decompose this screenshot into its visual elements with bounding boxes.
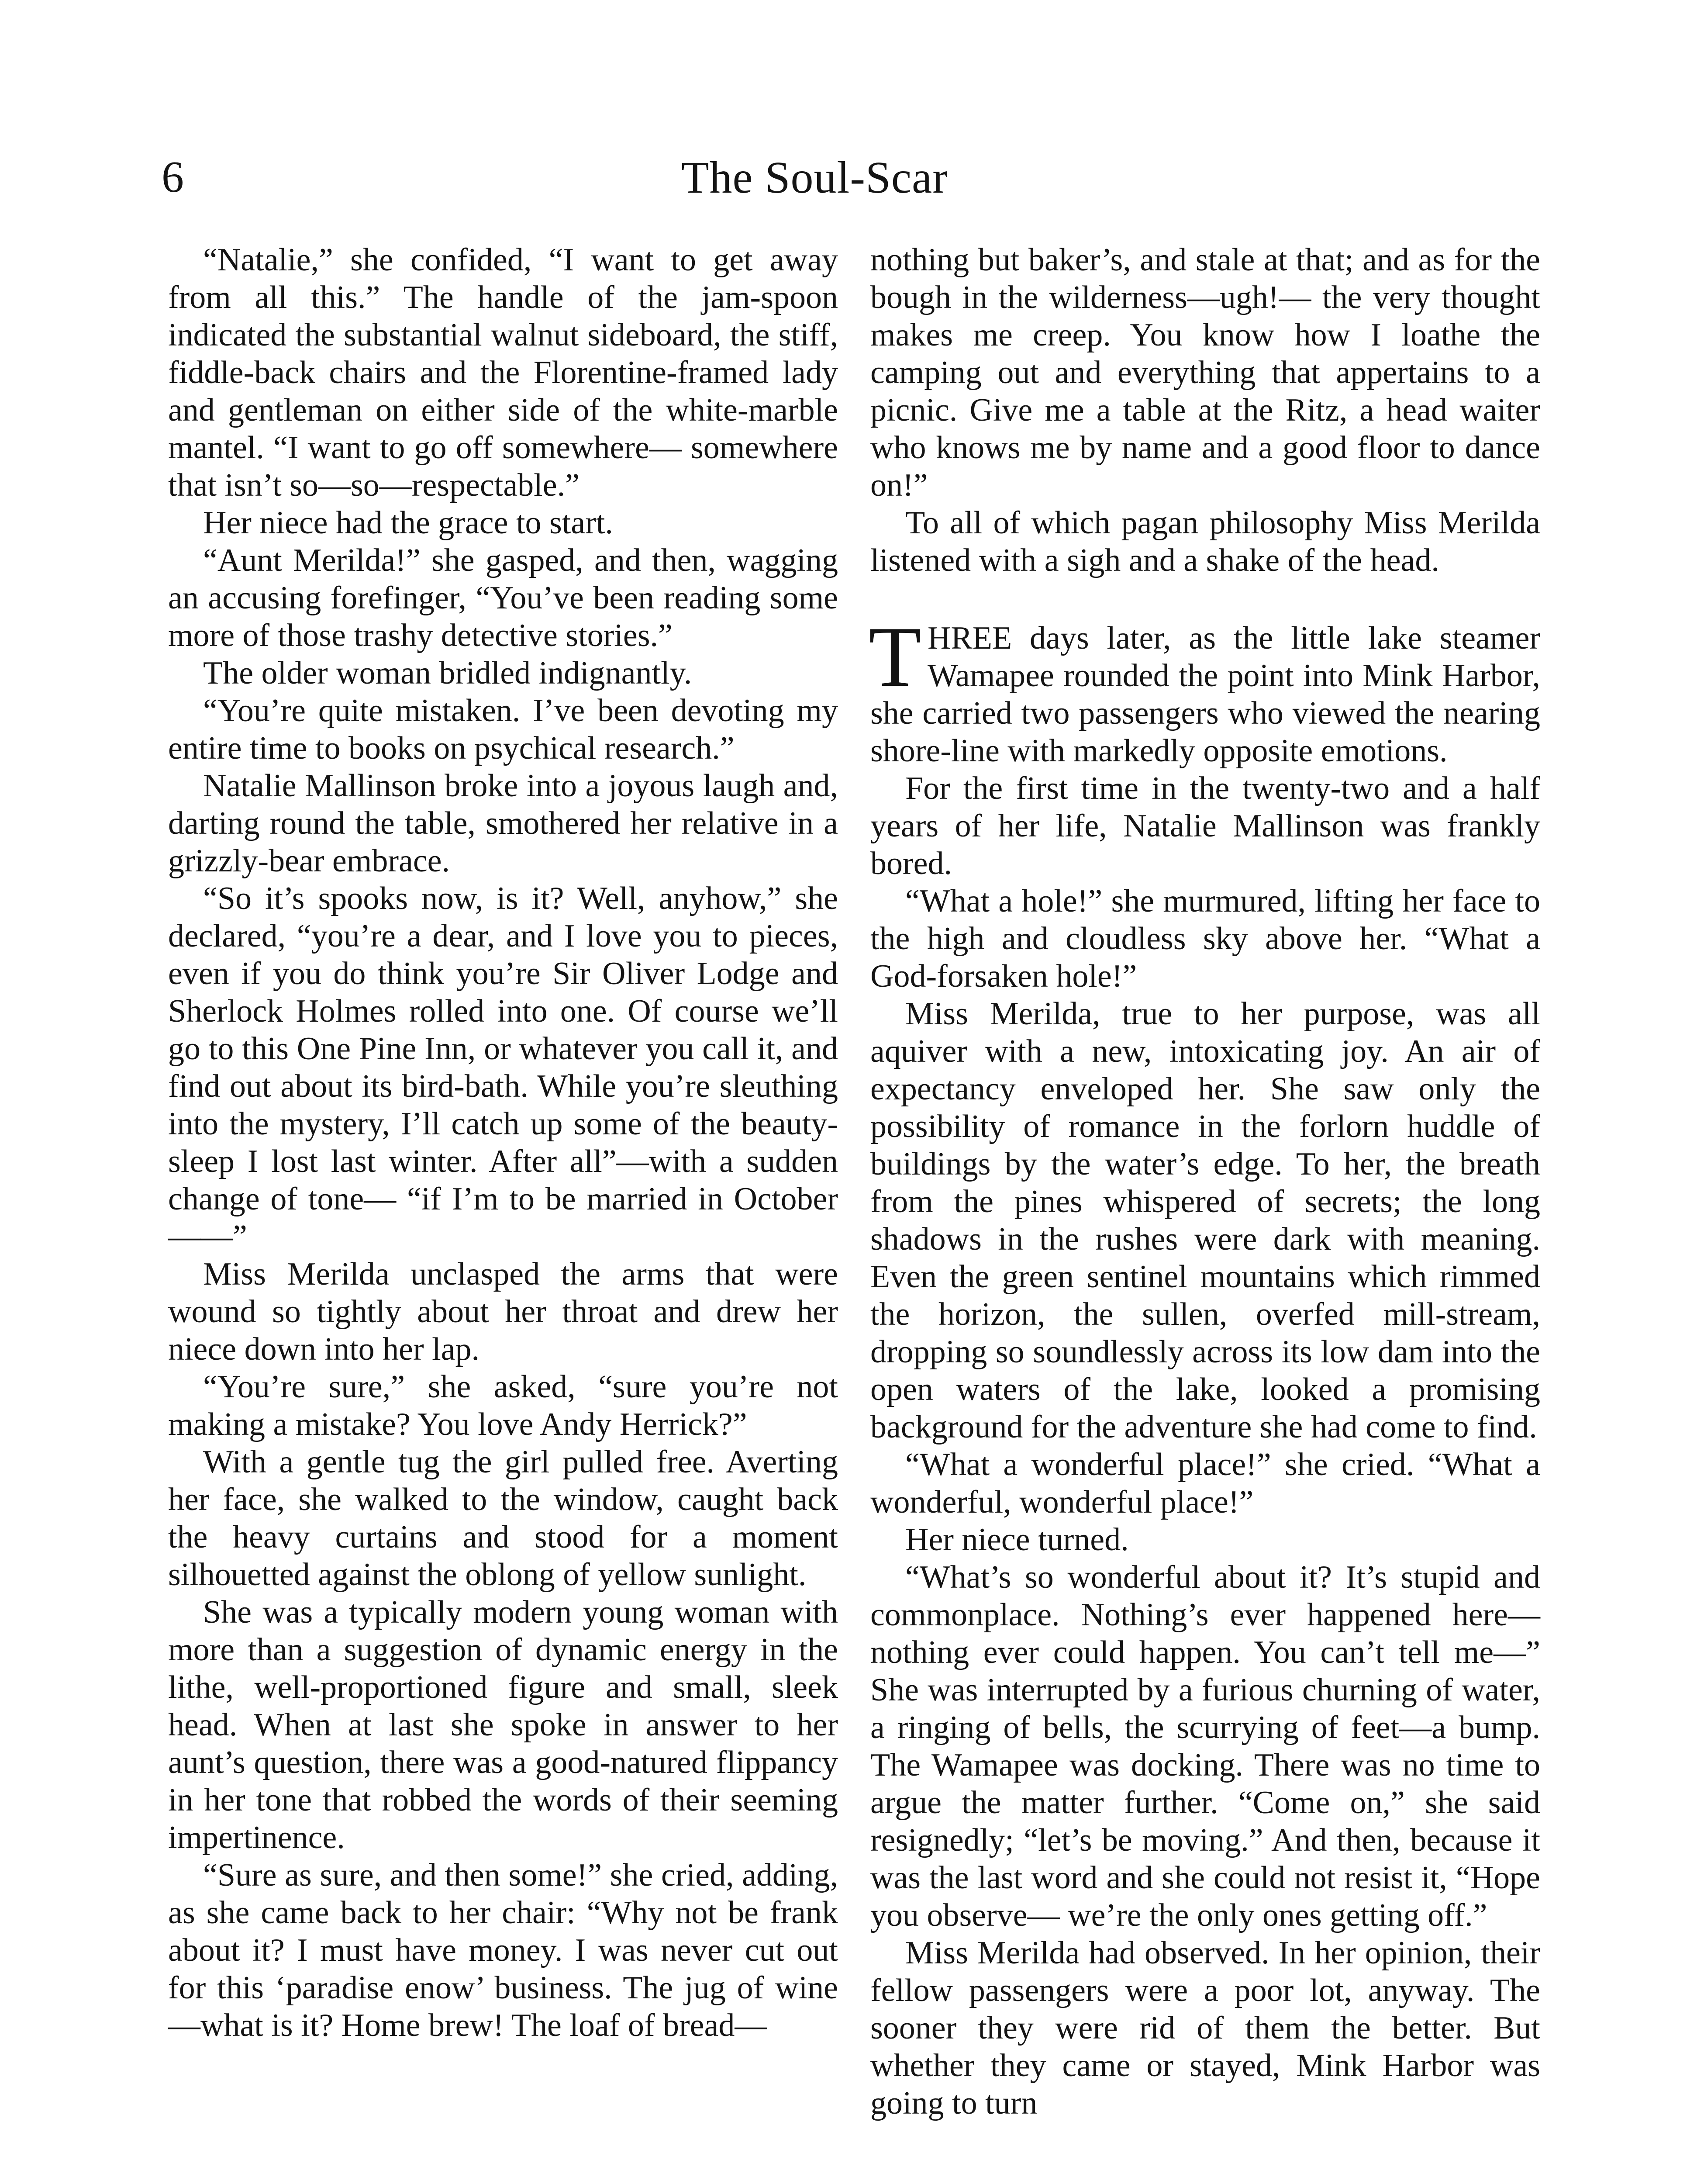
right-column [870,241,1540,2122]
section-opening-paragraph [869,609,1540,770]
paragraph: To all of which pagan philosophy Miss Merilda listened with a sigh and a shake of the head. [870,505,1540,578]
paragraph: Miss Merilda unclasped the arms that were wound so tightly about her throat and drew her niece down into her lap. [168,1256,838,1367]
paragraph: “Aunt Merilda!” she gasped, and then, wagging an accusing forefinger, “You’ve been reading some more of those trashy detective stories.” [168,543,838,653]
running-head-title: The Soul-Scar [681,152,948,203]
paragraph: “What a hole!” she murmured, lifting her face to the high and cloudless sky above her. “What a God-forsaken hole!” [870,883,1540,994]
paragraph: “You’re sure,” she asked, “sure you’re not making a mistake? You love Andy Herrick?” [168,1369,838,1442]
paragraph: “What a wonderful place!” she cried. “What a wonderful, wonderful place!” [870,1447,1540,1520]
paragraph: “What’s so wonderful about it? It’s stupid and commonplace. Nothing’s ever happened here—nothing ever could happen. You can’t tell me—” She was interrupted by a furious churning of water, a ringing of bells, the scurrying of feet—a bump. The Wamapee was docking. There was no time to argue the matter further. “Come on,” she said resignedly; “let’s be moving.” And then, because it was the last word and she could not resist it, “Hope you observe— we’re the only ones getting off.” [870,1559,1540,1933]
paragraph: “So it’s spooks now, is it? Well, anyhow,” she declared, “you’re a dear, and I love you to pieces, even if you do think you’re Sir Oliver Lodge and Sherlock Holmes rolled into one. Of course we’ll go to this One Pine Inn, or whatever you call it, and find out about its bird-bath. While you’re sleuthing into the mystery, I’ll catch up some of the beauty-sleep I lost last winter. After all”—with a sudden change of tone— “if I’m to be married in October——” [168,881,838,1254]
paragraph: She was a typically modern young woman with more than a suggestion of dynamic energy in the lithe, well-proportioned figure and small, sleek head. When at last she spoke in answer to her aunt’s question, there was a good-natured flippancy in her tone that robbed the words of their seeming impertinence. [168,1594,838,1856]
paragraph: Miss Merilda had observed. In her opinion, their fellow passengers were a poor lot, anyway. The sooner they were rid of them the better. But whether they came or stayed, Mink Harbor was going to turn [870,1935,1540,2121]
paragraph: Natalie Mallinson broke into a joyous laugh and, darting round the table, smothered her relative in a grizzly-bear embrace. [168,768,838,879]
paragraph: Her niece turned. [905,1522,1129,1558]
paragraph: The older woman bridled indignantly. [203,655,692,691]
page-number: 6 [162,152,184,202]
paragraph: Her niece had the grace to start. [203,505,613,541]
paragraph: “Natalie,” she confided, “I want to get away from all this.” The handle of the jam-spoon indicated the substantial walnut sideboard, the stiff, fiddle-back chairs and the Florentine-framed lady and gentleman on either side of the white-marble mantel. “I want to go off somewhere— somewhere that isn’t so—so—respectable.” [168,242,838,503]
section-lead-text: HREE days later, as the little lake steamer Wamapee rounded the point into Mink Harbor, she carried two passengers who viewed the nearing shore-line with markedly opposite emotions. [870,620,1540,769]
paragraph: Miss Merilda, true to her purpose, was all aquiver with a new, intoxicating joy. An air of expectancy enveloped her. She saw only the possibility of romance in the forlorn huddle of buildings by the water’s edge. To her, the breath from the pines whispered of secrets; the long shadows in the rushes were dark with meaning. Even the green sentinel mountains which rimmed the horizon, the sullen, overfed mill-stream, dropping so soundlessly across its low dam into the open waters of the lake, looked a promising background for the adventure she had come to find. [870,996,1540,1445]
paragraph: With a gentle tug the girl pulled free. Averting her face, she walked to the window, caught back the heavy curtains and stood for a moment silhouetted against the oblong of yellow sunlight. [168,1444,838,1593]
paragraph: “You’re quite mistaken. I’ve been devoting my entire time to books on psychical research.” [168,693,838,766]
continued-paragraph: nothing but baker’s, and stale at that; and as for the bough in the wilderness—ugh!— the very thought makes me creep. You know how I loathe the camping out and everything that appertains to a picnic. Give me a table at the Ritz, a head waiter who knows me by name and a good floor to dance on!” [870,242,1540,503]
paragraph: For the first time in the twenty-two and a half years of her life, Natalie Mallinson was frankly bored. [870,771,1540,881]
paragraph: “Sure as sure, and then some!” she cried, adding, as she came back to her chair: “Why not be frank about it? I must have money. I was never cut out for this ‘paradise enow’ business. The jug of wine—what is it? Home brew! The loaf of bread— [168,1857,838,2043]
drop-cap: T [869,609,921,705]
left-column [168,241,838,2044]
